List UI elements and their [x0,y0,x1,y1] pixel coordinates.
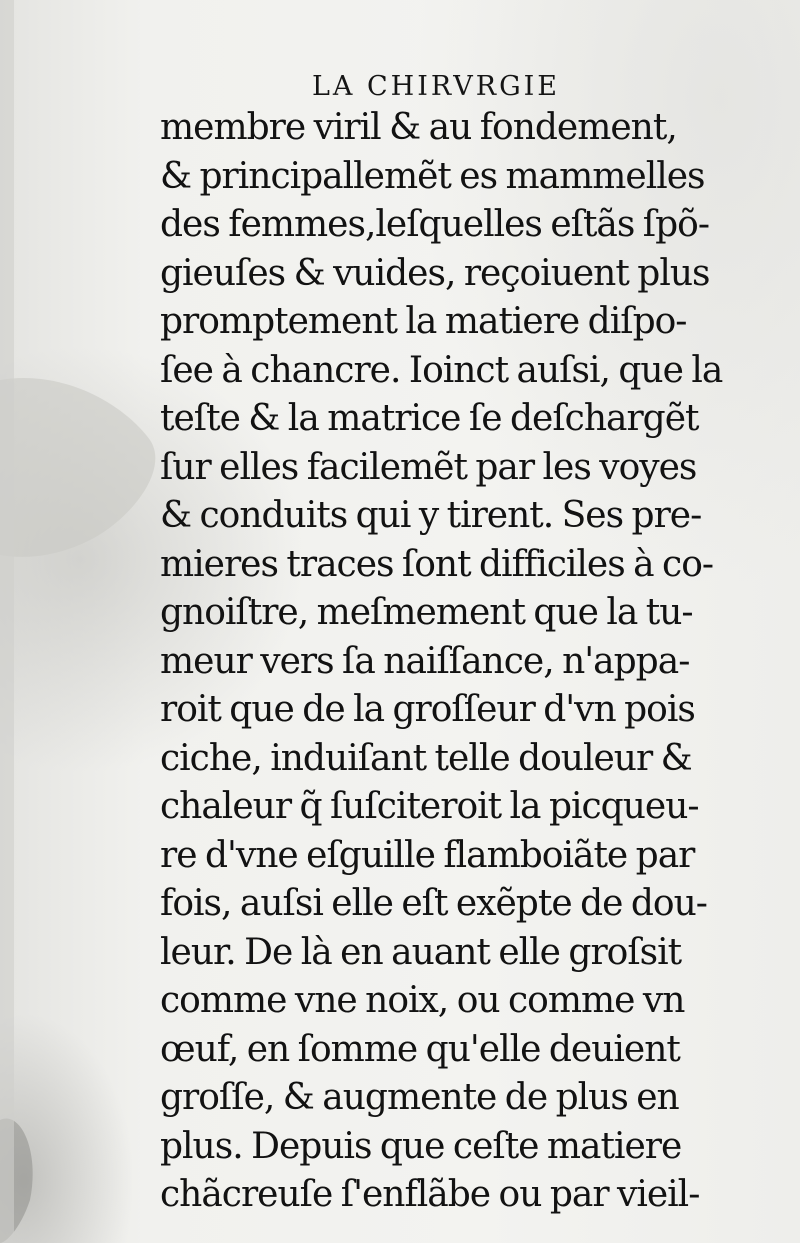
text-line: chaleur q̃ ſuſciteroit la picqueu- [160,786,699,827]
text-line: œuf, en ſomme qu'elle deuient [160,1028,680,1070]
text-line: & conduits qui y tirent. Ses pre- [160,495,702,536]
text-line: roit que de la groſſeur d'vn pois [160,689,695,730]
text-line: des femmes,leſquelles eſtãs ſpõ- [160,204,710,245]
text-line: chãcreuſe ſ'enflãbe ou par vieil- [160,1174,700,1215]
text-line: gieuſes & vuides, reçoiuent plus [160,252,710,294]
text-line: promptement la matiere diſpo- [160,301,687,342]
text-line: groſſe, & augmente de plus en [160,1077,679,1118]
text-line: ſee à chancre. Ioinct auſsi, que la [160,349,723,391]
text-line: mieres traces ſont difficiles à co- [160,543,714,585]
text-line: & principallemẽt es mammelles [160,155,705,197]
body-text [160,104,772,1220]
text-line: teſte & la matrice ſe deſchargẽt [160,398,699,439]
text-line: gnoiſtre, meſmement que la tu- [160,592,693,633]
text-line: membre viril & au fondement, [160,107,677,148]
text-line: fois, auſsi elle eſt exẽpte de dou- [160,883,707,924]
text-line: ciche, induiſant telle douleur & [160,737,692,779]
text-line: plus. Depuis que ceſte matiere [160,1125,682,1167]
text-line: re d'vne eſguille flamboiãte par [160,834,695,876]
text-line: comme vne noix, ou comme vn [160,980,685,1021]
running-head: LA CHIRVRGIE [312,71,561,102]
text-line: ſur elles facilemẽt par les voyes [160,446,697,488]
text-line: leur. De là en auant elle groſsit [160,931,682,973]
text-line: meur vers ſa naiſſance, n'appa- [160,640,690,682]
